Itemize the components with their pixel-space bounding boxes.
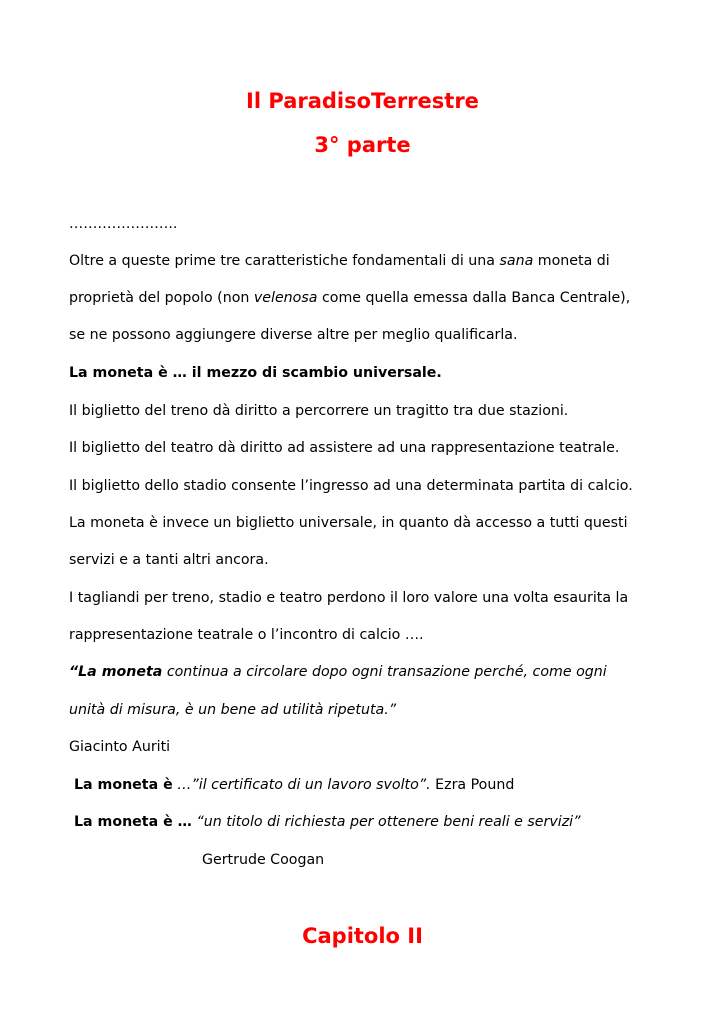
quote-bold-run: La moneta è	[74, 777, 173, 793]
italic-word-sana: sana	[499, 253, 534, 269]
chapter-heading: Capitolo II	[302, 924, 423, 948]
quote-italic-run: “un titolo di richiesta per ottenere beni reali e servizi”	[191, 814, 581, 830]
text-run: Oltre a queste prime tre caratteristiche fondamentali di una	[69, 253, 500, 269]
text-line-universale-1: La moneta è invece un biglietto universale, in quanto dà accesso a tutti questi	[69, 515, 628, 531]
paragraph-line-1	[69, 251, 610, 271]
text-line-tagliandi-1: I tagliandi per treno, stadio e teatro perdono il loro valore una volta esaurita la	[69, 590, 629, 606]
paragraph-line-3: se ne possono aggiungere diverse altre per meglio qualificarla.	[69, 327, 518, 343]
text-line-treno: Il biglietto del treno dà diritto a percorrere un tragitto tra due stazioni.	[69, 403, 569, 419]
text-line-universale-2: servizi e a tanti altri ancora.	[69, 552, 269, 568]
document-subtitle: 3° parte	[314, 133, 411, 157]
section-heading-moneta: La moneta è … il mezzo di scambio universale.	[69, 365, 442, 381]
quote-pound	[74, 775, 514, 795]
italic-word-velenosa: velenosa	[253, 290, 318, 306]
quote-auriti-line-1	[69, 662, 607, 682]
quote-author-coogan: Gertrude Coogan	[202, 852, 325, 868]
quote-coogan	[74, 812, 580, 832]
text-run: continua a circolare dopo ogni transazione perché, come ogni	[162, 664, 607, 680]
paragraph-line-2	[69, 288, 630, 308]
quote-italic-run: …”il certificato di un lavoro svolto”.	[172, 777, 431, 793]
quote-auriti-line-2: unità di misura, è un bene ad utilità ripetuta.”	[69, 702, 397, 718]
quote-bold-run: “La moneta	[69, 664, 163, 680]
text-line-teatro: Il biglietto del teatro dà diritto ad assistere ad una rappresentazione teatrale.	[69, 440, 620, 456]
document-title: Il ParadisoTerrestre	[246, 89, 479, 113]
quote-author-auriti: Giacinto Auriti	[69, 739, 171, 755]
text-run: proprietà del popolo (non	[69, 290, 254, 306]
text-run: come quella emessa dalla Banca Centrale),	[317, 290, 631, 306]
quote-author-pound: Ezra Pound	[430, 777, 515, 793]
text-run: moneta di	[533, 253, 610, 269]
text-line-tagliandi-2: rappresentazione teatrale o l’incontro di calcio ….	[69, 627, 424, 643]
ellipsis-line: …………………..	[69, 216, 178, 232]
quote-bold-run: La moneta è …	[74, 814, 192, 830]
text-line-stadio: Il biglietto dello stadio consente l’ingresso ad una determinata partita di calcio.	[69, 478, 633, 494]
